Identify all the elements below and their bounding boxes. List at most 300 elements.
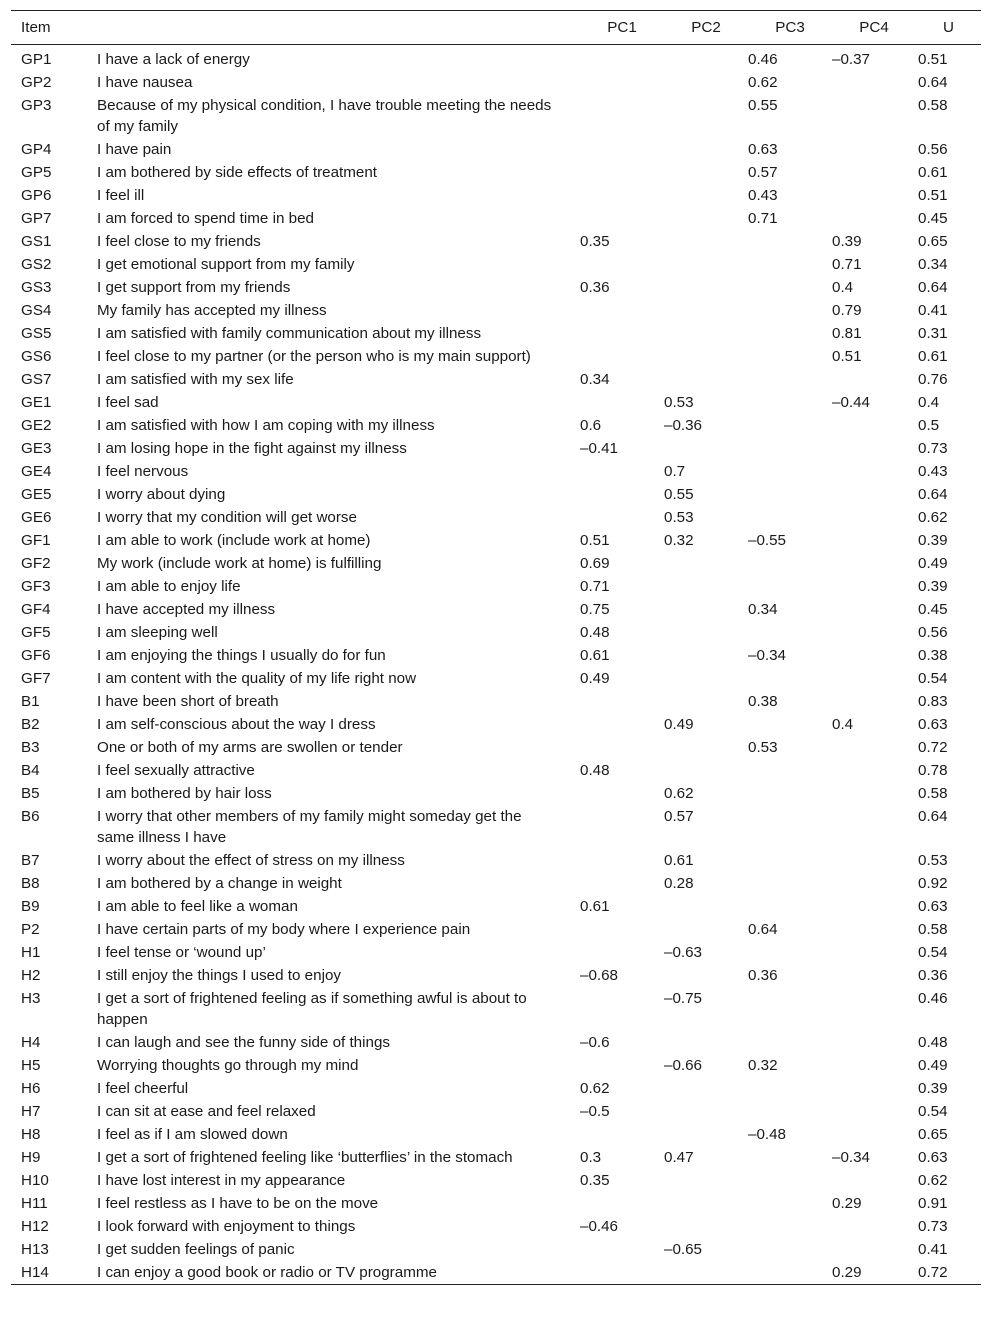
item-code: GP6 <box>21 187 52 204</box>
item-code: GE1 <box>21 394 52 411</box>
pc1-value: 0.35 <box>580 233 610 250</box>
item-code: GP2 <box>21 74 52 91</box>
pc3-value <box>748 368 832 391</box>
item-code: GF1 <box>21 532 51 549</box>
pc3-value <box>748 1146 832 1169</box>
pc1-value <box>580 345 664 368</box>
pc2-value <box>664 299 748 322</box>
item-text: I worry about the effect of stress on my illness <box>97 852 405 869</box>
pc3-value <box>748 713 832 736</box>
item-code: B3 <box>21 739 40 756</box>
pc2-value <box>664 1169 748 1192</box>
u-value: 0.62 <box>918 509 948 526</box>
pc2-value <box>664 759 748 782</box>
table-row <box>11 849 981 872</box>
header-item: Item <box>21 19 51 36</box>
pc2-value <box>664 736 748 759</box>
pc3-value <box>748 782 832 805</box>
pc1-value: –0.5 <box>580 1103 610 1120</box>
pc3-value <box>748 1192 832 1215</box>
item-code: P2 <box>21 921 40 938</box>
item-code: H14 <box>21 1264 49 1281</box>
pc4-value: 0.4 <box>832 279 854 296</box>
pc4-value <box>832 552 916 575</box>
pc4-value <box>832 1077 916 1100</box>
pc3-value: 0.36 <box>748 967 778 984</box>
pc2-value <box>664 621 748 644</box>
u-value: 0.73 <box>918 1218 948 1235</box>
item-text: I feel nervous <box>97 463 189 480</box>
pc1-value: 0.61 <box>580 647 610 664</box>
pc2-value <box>664 1100 748 1123</box>
pc3-value: –0.34 <box>748 647 787 664</box>
loadings-table <box>11 10 981 1285</box>
pc1-value <box>580 872 664 895</box>
item-code: H5 <box>21 1057 41 1074</box>
item-code: GS1 <box>21 233 52 250</box>
pc4-value <box>832 161 916 184</box>
item-text: I worry that other members of my family might someday get the same illness I have <box>97 808 522 846</box>
pc1-value <box>580 45 664 72</box>
u-value: 0.39 <box>918 578 948 595</box>
pc4-value: 0.4 <box>832 716 854 733</box>
pc1-value <box>580 713 664 736</box>
pc1-value: 0.69 <box>580 555 610 572</box>
item-code: GF2 <box>21 555 51 572</box>
item-text: I get support from my friends <box>97 279 291 296</box>
pc2-value <box>664 94 748 138</box>
u-value: 0.45 <box>918 210 948 227</box>
pc1-value <box>580 460 664 483</box>
pc3-value: 0.32 <box>748 1057 778 1074</box>
item-text: I feel cheerful <box>97 1080 189 1097</box>
u-value: 0.54 <box>918 1103 948 1120</box>
item-text: I have been short of breath <box>97 693 279 710</box>
pc4-value <box>832 987 916 1031</box>
pc3-value <box>748 667 832 690</box>
pc2-value <box>664 1261 748 1285</box>
pc3-value <box>748 1169 832 1192</box>
u-value: 0.51 <box>918 51 948 68</box>
pc3-value <box>748 1215 832 1238</box>
item-code: B4 <box>21 762 40 779</box>
pc1-value <box>580 94 664 138</box>
pc4-value <box>832 368 916 391</box>
pc4-value: 0.79 <box>832 302 862 319</box>
pc4-value <box>832 644 916 667</box>
item-code: GF7 <box>21 670 51 687</box>
u-value: 0.54 <box>918 670 948 687</box>
item-text: I am enjoying the things I usually do for fun <box>97 647 386 664</box>
pc3-value <box>748 276 832 299</box>
table-row <box>11 71 981 94</box>
u-value: 0.65 <box>918 1126 948 1143</box>
table-row <box>11 1192 981 1215</box>
pc2-value <box>664 1031 748 1054</box>
pc3-value: 0.63 <box>748 141 778 158</box>
item-text: I am forced to spend time in bed <box>97 210 314 227</box>
pc3-value <box>748 987 832 1031</box>
pc3-value <box>748 437 832 460</box>
table-row <box>11 299 981 322</box>
pc2-value: –0.65 <box>664 1241 703 1258</box>
table-row <box>11 1100 981 1123</box>
item-code: GF4 <box>21 601 51 618</box>
table-row <box>11 345 981 368</box>
table-row <box>11 1215 981 1238</box>
item-code: H4 <box>21 1034 41 1051</box>
pc3-value <box>748 621 832 644</box>
header-pc1: PC1 <box>607 19 637 36</box>
u-value: 0.53 <box>918 852 948 869</box>
item-code: H13 <box>21 1241 49 1258</box>
table-row <box>11 964 981 987</box>
pc4-value <box>832 736 916 759</box>
pc3-value <box>748 253 832 276</box>
item-text: I have lost interest in my appearance <box>97 1172 346 1189</box>
pc2-value <box>664 918 748 941</box>
pc4-value <box>832 621 916 644</box>
item-text: I feel as if I am slowed down <box>97 1126 288 1143</box>
pc3-value <box>748 506 832 529</box>
pc3-value: 0.57 <box>748 164 778 181</box>
pc4-value <box>832 207 916 230</box>
pc2-value <box>664 138 748 161</box>
table-row <box>11 598 981 621</box>
pc1-value: 0.61 <box>580 898 610 915</box>
pc2-value: 0.55 <box>664 486 694 503</box>
pc3-value: –0.55 <box>748 532 787 549</box>
item-text: I get a sort of frightened feeling as if something awful is about to happen <box>97 990 527 1028</box>
pc2-value: 0.53 <box>664 394 694 411</box>
table-row <box>11 621 981 644</box>
table-row <box>11 483 981 506</box>
table-row <box>11 667 981 690</box>
table-row <box>11 713 981 736</box>
item-text: I am bothered by hair loss <box>97 785 272 802</box>
pc4-value <box>832 184 916 207</box>
pc2-value <box>664 1077 748 1100</box>
pc4-value <box>832 506 916 529</box>
pc3-value <box>748 759 832 782</box>
item-text: One or both of my arms are swollen or tender <box>97 739 403 756</box>
header-description <box>97 11 580 45</box>
table-row <box>11 1169 981 1192</box>
pc2-value <box>664 345 748 368</box>
item-text: I have accepted my illness <box>97 601 276 618</box>
u-value: 0.61 <box>918 348 948 365</box>
pc2-value <box>664 1215 748 1238</box>
u-value: 0.39 <box>918 532 948 549</box>
pc2-value: 0.7 <box>664 463 686 480</box>
pc4-value <box>832 138 916 161</box>
u-value: 0.49 <box>918 555 948 572</box>
pc4-value: 0.51 <box>832 348 862 365</box>
pc3-value <box>748 414 832 437</box>
table-row <box>11 506 981 529</box>
item-text: I get a sort of frightened feeling like ‘butterflies’ in the stomach <box>97 1149 513 1166</box>
pc4-value <box>832 849 916 872</box>
item-code: GS7 <box>21 371 52 388</box>
table-row <box>11 460 981 483</box>
u-value: 0.49 <box>918 1057 948 1074</box>
pc1-value <box>580 253 664 276</box>
pc1-value: 0.51 <box>580 532 610 549</box>
u-value: 0.39 <box>918 1080 948 1097</box>
pc1-value <box>580 849 664 872</box>
item-code: B1 <box>21 693 40 710</box>
pc2-value <box>664 437 748 460</box>
item-text: I feel close to my friends <box>97 233 261 250</box>
item-text: I am able to work (include work at home) <box>97 532 371 549</box>
pc1-value <box>580 1238 664 1261</box>
pc2-value <box>664 1192 748 1215</box>
pc2-value: 0.28 <box>664 875 694 892</box>
item-code: H9 <box>21 1149 41 1166</box>
table-row <box>11 895 981 918</box>
pc3-value <box>748 345 832 368</box>
u-value: 0.92 <box>918 875 948 892</box>
pc1-value <box>580 1192 664 1215</box>
pc4-value: 0.39 <box>832 233 862 250</box>
pc4-value <box>832 1031 916 1054</box>
u-value: 0.73 <box>918 440 948 457</box>
table-row <box>11 45 981 72</box>
pc1-value: 0.49 <box>580 670 610 687</box>
pc3-value: 0.62 <box>748 74 778 91</box>
u-value: 0.64 <box>918 279 948 296</box>
item-text: I feel sad <box>97 394 159 411</box>
item-text: My work (include work at home) is fulfilling <box>97 555 382 572</box>
item-text: I worry that my condition will get worse <box>97 509 357 526</box>
pc1-value: 0.3 <box>580 1149 602 1166</box>
pc1-value <box>580 506 664 529</box>
pc2-value: 0.53 <box>664 509 694 526</box>
u-value: 0.58 <box>918 97 948 114</box>
item-code: H6 <box>21 1080 41 1097</box>
pc1-value <box>580 987 664 1031</box>
item-code: GE5 <box>21 486 52 503</box>
table-row <box>11 322 981 345</box>
u-value: 0.43 <box>918 463 948 480</box>
pc1-value <box>580 71 664 94</box>
item-code: GF6 <box>21 647 51 664</box>
pc3-value: 0.46 <box>748 51 778 68</box>
header-u: U <box>943 19 954 36</box>
pc4-value: 0.29 <box>832 1195 862 1212</box>
item-code: GF3 <box>21 578 51 595</box>
item-code: GF5 <box>21 624 51 641</box>
pc2-value: –0.66 <box>664 1057 703 1074</box>
u-value: 0.4 <box>918 394 940 411</box>
item-code: B7 <box>21 852 40 869</box>
pc4-value: –0.34 <box>832 1149 871 1166</box>
table-row <box>11 987 981 1031</box>
pc3-value <box>748 391 832 414</box>
item-text: I can laugh and see the funny side of things <box>97 1034 390 1051</box>
pc1-value <box>580 1054 664 1077</box>
u-value: 0.51 <box>918 187 948 204</box>
pc1-value <box>580 805 664 849</box>
u-value: 0.38 <box>918 647 948 664</box>
table-row <box>11 644 981 667</box>
item-text: I am satisfied with my sex life <box>97 371 294 388</box>
table-row <box>11 184 981 207</box>
pc3-value: 0.38 <box>748 693 778 710</box>
pc1-value <box>580 184 664 207</box>
pc2-value: –0.75 <box>664 990 703 1007</box>
pc4-value <box>832 1054 916 1077</box>
u-value: 0.45 <box>918 601 948 618</box>
item-text: I am bothered by side effects of treatment <box>97 164 377 181</box>
pc3-value: 0.53 <box>748 739 778 756</box>
item-code: GS3 <box>21 279 52 296</box>
item-text: I feel sexually attractive <box>97 762 255 779</box>
pc2-value <box>664 895 748 918</box>
item-text: I am losing hope in the fight against my illness <box>97 440 407 457</box>
u-value: 0.61 <box>918 164 948 181</box>
pc3-value: 0.64 <box>748 921 778 938</box>
u-value: 0.62 <box>918 1172 948 1189</box>
pc4-value <box>832 483 916 506</box>
pc4-value <box>832 575 916 598</box>
u-value: 0.78 <box>918 762 948 779</box>
pc4-value <box>832 872 916 895</box>
header-pc2: PC2 <box>691 19 721 36</box>
table-row <box>11 918 981 941</box>
item-code: GS5 <box>21 325 52 342</box>
pc4-value <box>832 94 916 138</box>
pc3-value <box>748 1100 832 1123</box>
pc3-value <box>748 322 832 345</box>
table-row <box>11 1146 981 1169</box>
pc4-value <box>832 805 916 849</box>
pc2-value: 0.47 <box>664 1149 694 1166</box>
item-code: H8 <box>21 1126 41 1143</box>
table-row <box>11 1054 981 1077</box>
pc2-value <box>664 575 748 598</box>
item-code: H2 <box>21 967 41 984</box>
table-row <box>11 529 981 552</box>
pc4-value <box>832 529 916 552</box>
table-row <box>11 94 981 138</box>
item-text: I have a lack of energy <box>97 51 250 68</box>
u-value: 0.56 <box>918 624 948 641</box>
item-code: GP4 <box>21 141 52 158</box>
pc4-value <box>832 1238 916 1261</box>
table-row <box>11 575 981 598</box>
pc3-value <box>748 552 832 575</box>
pc2-value <box>664 598 748 621</box>
table-body <box>11 45 981 1285</box>
table-row <box>11 872 981 895</box>
pc1-value: 0.35 <box>580 1172 610 1189</box>
u-value: 0.65 <box>918 233 948 250</box>
table-row <box>11 1123 981 1146</box>
pc2-value <box>664 45 748 72</box>
pc1-value: –0.6 <box>580 1034 610 1051</box>
table-row <box>11 1031 981 1054</box>
item-text: I feel close to my partner (or the person who is my main support) <box>97 348 531 365</box>
u-value: 0.46 <box>918 990 948 1007</box>
item-text: My family has accepted my illness <box>97 302 327 319</box>
pc1-value: 0.36 <box>580 279 610 296</box>
table-row <box>11 1261 981 1285</box>
item-code: GE2 <box>21 417 52 434</box>
pc2-value <box>664 184 748 207</box>
item-code: GS4 <box>21 302 52 319</box>
pc1-value <box>580 690 664 713</box>
pc4-value <box>832 1123 916 1146</box>
pc1-value <box>580 782 664 805</box>
table-row <box>11 368 981 391</box>
pc2-value <box>664 276 748 299</box>
pc2-value: 0.32 <box>664 532 694 549</box>
pc2-value <box>664 322 748 345</box>
item-text: Worrying thoughts go through my mind <box>97 1057 359 1074</box>
u-value: 0.36 <box>918 967 948 984</box>
item-code: B8 <box>21 875 40 892</box>
pc4-value <box>832 1100 916 1123</box>
item-text: I feel tense or ‘wound up’ <box>97 944 266 961</box>
pc2-value: 0.61 <box>664 852 694 869</box>
u-value: 0.58 <box>918 785 948 802</box>
pc2-value: 0.57 <box>664 808 694 825</box>
u-value: 0.34 <box>918 256 948 273</box>
item-code: H10 <box>21 1172 49 1189</box>
item-text: I am self-conscious about the way I dress <box>97 716 376 733</box>
pc4-value <box>832 964 916 987</box>
pc1-value <box>580 941 664 964</box>
pc2-value <box>664 161 748 184</box>
pc4-value <box>832 941 916 964</box>
pc4-value: 0.81 <box>832 325 862 342</box>
u-value: 0.91 <box>918 1195 948 1212</box>
pc2-value <box>664 230 748 253</box>
pc3-value <box>748 483 832 506</box>
pc2-value <box>664 690 748 713</box>
pc4-value <box>832 895 916 918</box>
table-row <box>11 253 981 276</box>
u-value: 0.64 <box>918 808 948 825</box>
table-row <box>11 161 981 184</box>
pc3-value <box>748 1261 832 1285</box>
pc3-value: 0.55 <box>748 97 778 114</box>
item-code: B2 <box>21 716 40 733</box>
pc2-value <box>664 644 748 667</box>
u-value: 0.58 <box>918 921 948 938</box>
item-code: H12 <box>21 1218 49 1235</box>
pc4-value <box>832 1169 916 1192</box>
item-text: I have certain parts of my body where I experience pain <box>97 921 471 938</box>
item-text: I feel ill <box>97 187 145 204</box>
table-row <box>11 138 981 161</box>
item-text: I have nausea <box>97 74 193 91</box>
pc2-value <box>664 667 748 690</box>
pc1-value: 0.48 <box>580 762 610 779</box>
pc3-value <box>748 895 832 918</box>
item-text: I am bothered by a change in weight <box>97 875 342 892</box>
pc4-value <box>832 667 916 690</box>
item-code: H3 <box>21 990 41 1007</box>
u-value: 0.76 <box>918 371 948 388</box>
u-value: 0.5 <box>918 417 940 434</box>
pc1-value: 0.71 <box>580 578 610 595</box>
item-text: I am satisfied with family communication about my illness <box>97 325 482 342</box>
item-text: I still enjoy the things I used to enjoy <box>97 967 341 984</box>
item-code: GE3 <box>21 440 52 457</box>
pc4-value <box>832 71 916 94</box>
